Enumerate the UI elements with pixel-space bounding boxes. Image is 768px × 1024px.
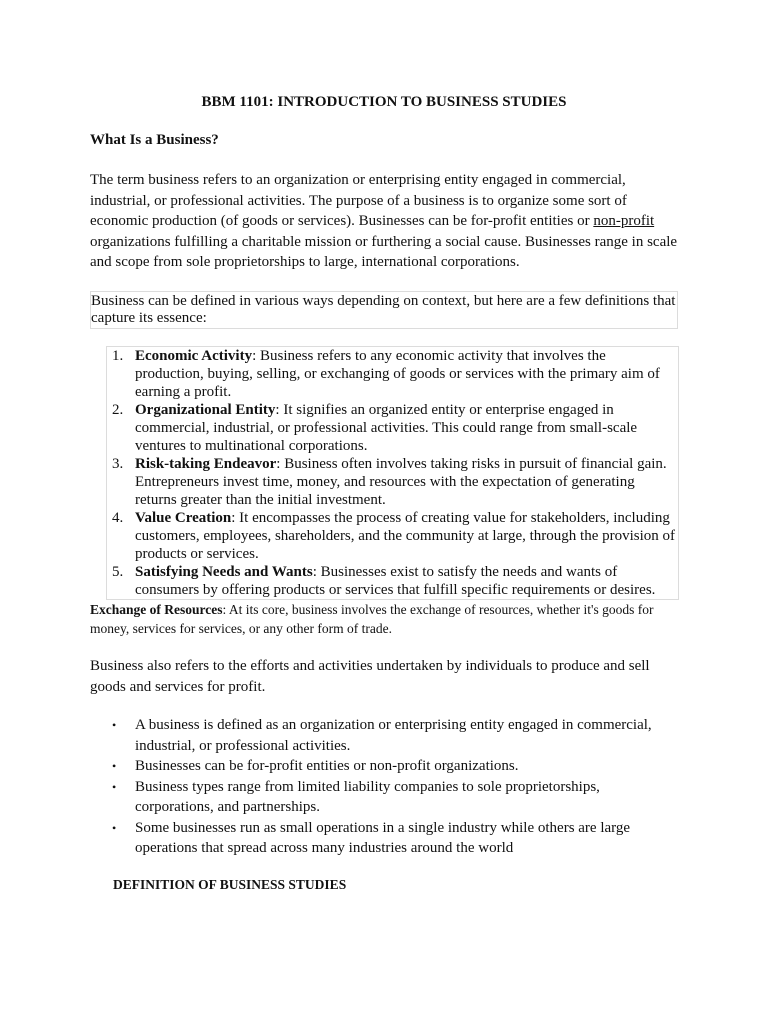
list-number: 4. [112, 510, 124, 526]
list-number: 3. [112, 456, 124, 472]
bullet-icon: • [112, 759, 117, 773]
business-paragraph: Business also refers to the efforts and activities undertaken by individuals to produce and sell goods and services for profit. [90, 658, 650, 695]
document-title: BBM 1101: INTRODUCTION TO BUSINESS STUDIES [201, 94, 567, 110]
exchange-paragraph [90, 600, 690, 638]
definition-text: : Business refers to any economic activity that involves the production, buying, selling, or exchanging of goods or services with the primary aim of earning a profit. [135, 348, 660, 400]
list-item [106, 455, 678, 509]
definition-term: Organizational Entity [135, 402, 276, 418]
definitions-list [106, 347, 678, 599]
intro-paragraph [90, 170, 682, 273]
bullet-text: Business types range from limited liability companies to sole proprietorships, corporations, and partnerships. [135, 778, 600, 815]
business-studies-heading: DEFINITION OF BUSINESS STUDIES [113, 877, 347, 892]
definitions-intro: Business can be defined in various ways depending on context, but here are a few definitions that capture its essence: [90, 291, 678, 329]
definition-term: Value Creation [135, 510, 232, 526]
list-number: 5. [112, 564, 124, 580]
list-item [90, 818, 682, 859]
bullet-icon: • [112, 820, 117, 835]
list-item [106, 509, 678, 563]
list-number: 2. [112, 402, 124, 418]
definition-term: Economic Activity [135, 348, 253, 364]
list-item [90, 756, 682, 777]
list-item [90, 777, 682, 818]
bullet-text: Businesses can be for-profit entities or non-profit organizations. [135, 758, 519, 774]
list-item [106, 347, 678, 401]
non-profit-link[interactable]: non-profit [593, 213, 655, 229]
exchange-term: Exchange of Resources [90, 602, 223, 617]
list-item [90, 715, 682, 756]
definition-text: : It signifies an organized entity or enterprise engaged in commercial, industrial, or professional activities. This could range from small-scale ventures to multinational corporations. [135, 402, 638, 454]
exchange-text: : At its core, business involves the exchange of resources, whether it's goods for money, services for services, or any other form of trade. [90, 602, 654, 636]
bullet-icon: • [112, 779, 117, 794]
intro-text-part2: organizations fulfilling a charitable mission or furthering a social cause. Businesses range in scale and scope from sole proprietorships to large, international corporations. [90, 233, 678, 270]
definition-term: Risk-taking Endeavor [135, 456, 277, 472]
summary-bullets [90, 715, 682, 859]
list-item [106, 401, 678, 455]
bullet-text: A business is defined as an organization or enterprising entity engaged in commercial, industrial, or professional activities. [135, 717, 652, 754]
list-number: 1. [112, 348, 124, 364]
definition-text: : Businesses exist to satisfy the needs and wants of consumers by offering products or services that fulfill specific requirements or desires. [135, 564, 656, 598]
intro-text-part1: The term business refers to an organization or enterprising entity engaged in commercial, industrial, or professional activities. The purpose of a business is to organize some sort of economic production (of goods or services). Businesses can be for-profit entities or [90, 172, 627, 229]
definition-text: : It encompasses the process of creating value for stakeholders, including customers, employees, shareholders, and the community at large, through the provision of products or services. [135, 510, 676, 562]
definition-text: : Business often involves taking risks in pursuit of financial gain. Entrepreneurs invest time, money, and resources with the expectation of generating returns greater than the initial investment. [135, 456, 667, 508]
bullet-icon: • [112, 718, 117, 732]
section-heading: What Is a Business? [90, 132, 219, 148]
definition-term: Satisfying Needs and Wants [135, 564, 313, 580]
list-item [106, 563, 678, 599]
bullet-text: Some businesses run as small operations in a single industry while others are large operations that spread across many industries around the world [135, 819, 631, 856]
